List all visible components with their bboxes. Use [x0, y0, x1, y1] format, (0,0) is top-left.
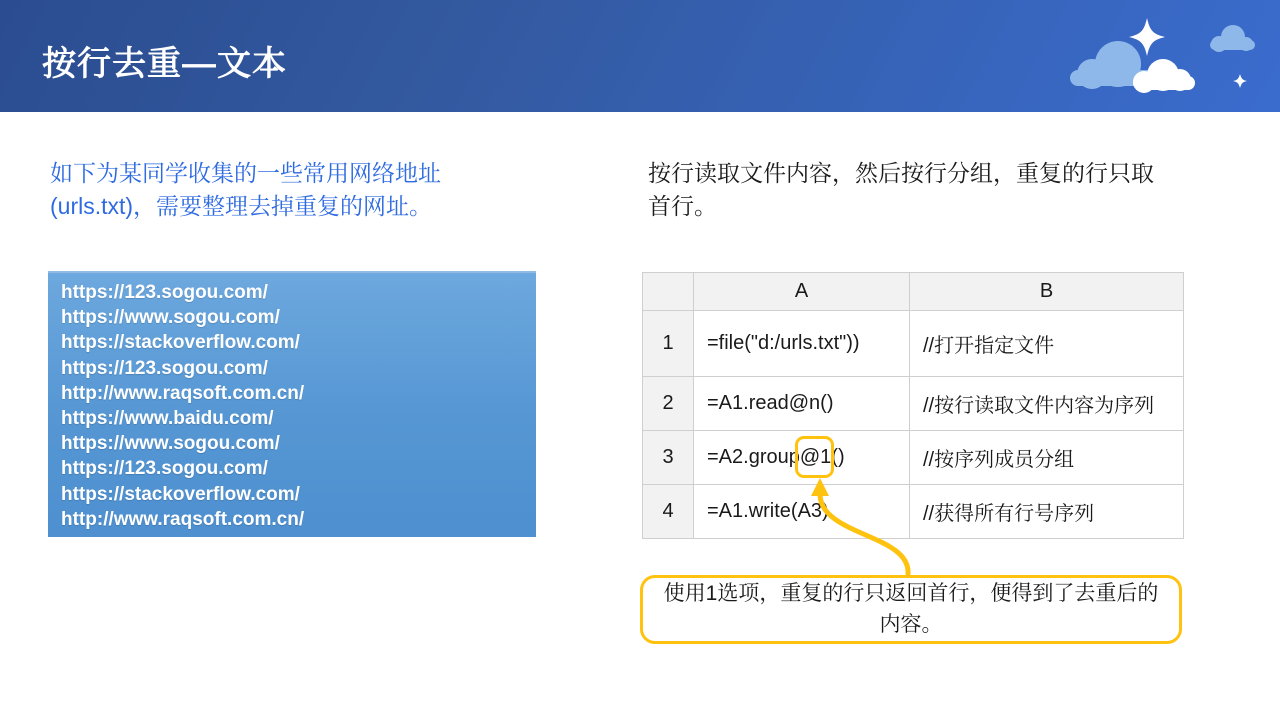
- code-table: [642, 272, 1184, 539]
- star-icon: [1233, 74, 1247, 88]
- cell-b3: //按序列成员分组: [910, 431, 1184, 485]
- cell-a3-post: (): [831, 446, 845, 468]
- url-line: http://www.raqsoft.com.cn/: [61, 508, 305, 530]
- clouds-stars-decoration: [1022, 8, 1262, 108]
- url-line: https://123.sogou.com/: [61, 282, 268, 303]
- left-intro-text: 如下为某同学收集的一些常用网络地址(urls.txt)，需要整理去掉重复的网址。: [50, 160, 441, 220]
- row-number: 3: [643, 431, 694, 485]
- url-line: https://stackoverflow.com/: [61, 332, 300, 354]
- url-line: https://123.sogou.com/: [61, 357, 268, 379]
- cell-b2: //按行读取文件内容为序列: [910, 377, 1184, 431]
- cell-a1: =file("d:/urls.txt")): [694, 311, 910, 377]
- cell-b1: //打开指定文件: [910, 311, 1184, 377]
- cell-a3-pre: =A2.group: [707, 446, 800, 468]
- url-line: https://www.sogou.com/: [61, 307, 280, 329]
- cell-a3: [694, 431, 910, 485]
- url-line: https://123.sogou.com/: [61, 458, 268, 480]
- url-line: https://www.sogou.com/: [61, 433, 280, 455]
- right-intro-text: 按行读取文件内容，然后按行分组，重复的行只取首行。: [648, 160, 1154, 220]
- callout-box: 使用1选项，重复的行只返回首行，便得到了去重后的内容。: [640, 575, 1182, 644]
- cell-a4: =A1.write(A3): [694, 485, 910, 539]
- row-number: 1: [643, 311, 694, 377]
- option-1-highlight: @1: [799, 446, 832, 468]
- page-title: 按行去重—文本: [42, 45, 287, 83]
- table-corner-cell: [643, 273, 694, 311]
- cell-b4: //获得所有行号序列: [910, 485, 1184, 539]
- cloud-icon: [1133, 59, 1195, 93]
- url-line: https://stackoverflow.com/: [61, 483, 300, 505]
- cloud-icon: [1210, 25, 1255, 52]
- url-line: https://www.baidu.com/: [61, 408, 274, 430]
- table-col-header-a: A: [694, 273, 910, 311]
- urls-list-box: [48, 271, 536, 537]
- header-banner: [0, 0, 1280, 112]
- url-line: http://www.raqsoft.com.cn/: [61, 382, 305, 404]
- table-col-header-b: B: [910, 273, 1184, 311]
- cell-a2: =A1.read@n(): [694, 377, 910, 431]
- row-number: 2: [643, 377, 694, 431]
- row-number: 4: [643, 485, 694, 539]
